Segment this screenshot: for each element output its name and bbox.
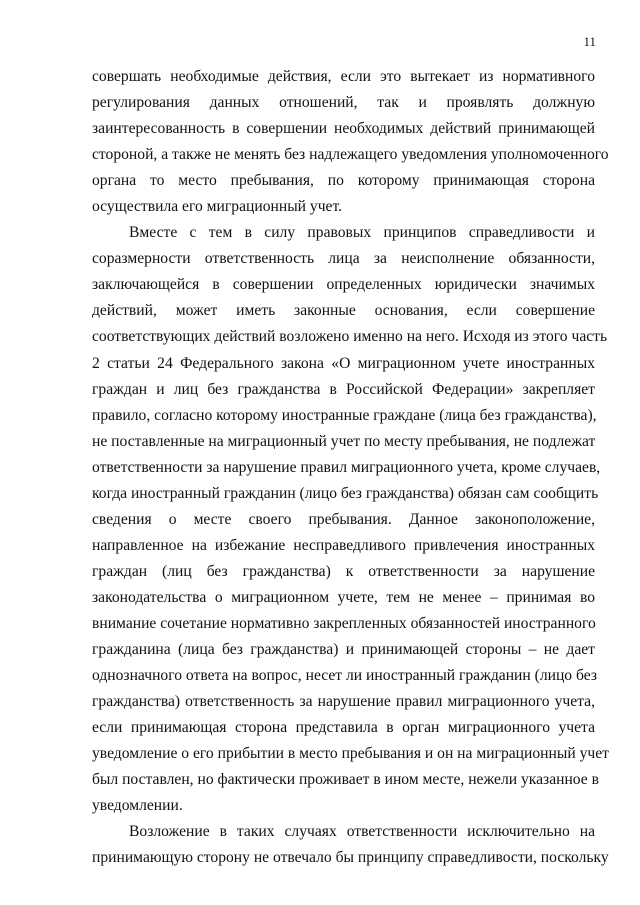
paragraph xyxy=(92,64,609,220)
text-line: соответствующих действий возложено именно на него. Исходя из этого часть xyxy=(92,328,608,346)
text-line: Вместе с тем в силу правовых принципов справедливости и xyxy=(129,224,595,242)
text-line: органа то место пребывания, по которому принимающая сторона xyxy=(92,172,595,190)
text-line: действий, может иметь законные основания, если совершение xyxy=(92,302,595,320)
text-line: когда иностранный гражданин (лицо без гражданства) обязан сам сообщить xyxy=(92,484,599,502)
text-line: граждан (лиц без гражданства) к ответственности за нарушение xyxy=(92,562,595,580)
text-line: заключающейся в совершении определенных юридически значимых xyxy=(92,276,595,294)
text-line: стороной, а также не менять без надлежащего уведомления уполномоченного xyxy=(92,146,609,164)
text-line: уведомлении. xyxy=(92,797,183,815)
text-line: гражданства) ответственность за нарушение правил миграционного учета, xyxy=(92,693,595,711)
text-line: Возложение в таких случаях ответственности исключительно на xyxy=(129,823,595,841)
paragraph xyxy=(92,220,609,819)
text-line: гражданина (лица без гражданства) и принимающей стороны – не дает xyxy=(92,641,595,659)
text-line: был поставлен, но фактически проживает в ином месте, нежели указанное в xyxy=(92,771,599,789)
paragraph xyxy=(92,819,609,871)
text-line: сведения о месте своего пребывания. Данное законоположение, xyxy=(92,510,595,528)
text-line: 2 статьи 24 Федерального закона «О миграционном учете иностранных xyxy=(92,354,595,372)
text-line: внимание сочетание нормативно закрепленных обязанностей иностранного xyxy=(92,614,596,632)
body-text xyxy=(92,64,609,871)
text-line: однозначного ответа на вопрос, несет ли иностранный гражданин (лицо без xyxy=(92,667,597,685)
text-line: соразмерности ответственность лица за неисполнение обязанности, xyxy=(92,250,595,268)
text-line: осуществила его миграционный учет. xyxy=(92,198,343,216)
text-line: не поставленные на миграционный учет по месту пребывания, не подлежат xyxy=(92,432,596,450)
text-line: направленное на избежание несправедливого привлечения иностранных xyxy=(92,536,595,554)
text-line: уведомление о его прибытии в место пребывания и он на миграционный учет xyxy=(92,745,609,763)
page-number: 11 xyxy=(583,34,596,49)
text-line: правило, согласно которому иностранные граждане (лица без гражданства), xyxy=(92,406,597,424)
text-line: заинтересованность в совершении необходимых действий принимающей xyxy=(92,120,595,138)
text-line: законодательства о миграционном учете, тем не менее – принимая во xyxy=(92,588,595,606)
text-line: граждан и лиц без гражданства в Российской Федерации» закрепляет xyxy=(92,380,595,398)
text-line: если принимающая сторона представила в орган миграционного учета xyxy=(92,719,595,737)
text-line: совершать необходимые действия, если это вытекает из нормативного xyxy=(92,68,595,85)
text-line: ответственности за нарушение правил миграционного учета, кроме случаев, xyxy=(92,458,601,476)
text-line: принимающую сторону не отвечало бы принципу справедливости, поскольку xyxy=(92,849,609,867)
text-line: регулирования данных отношений, так и проявлять должную xyxy=(92,94,595,112)
